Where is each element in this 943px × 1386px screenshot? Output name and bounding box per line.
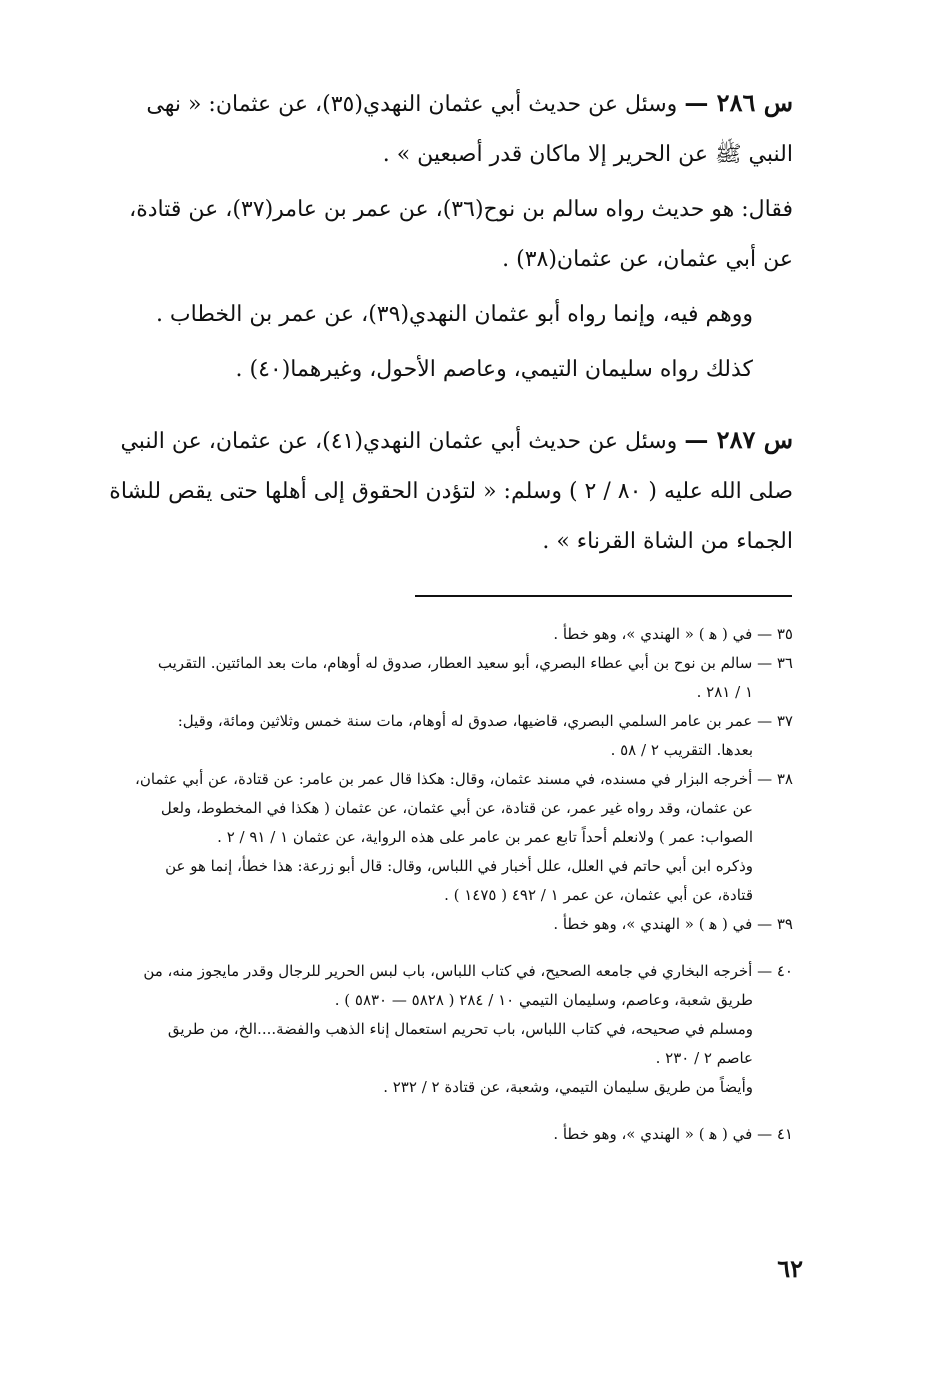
question-286-line-2: النبي ﷺ عن الحرير إلا ماكان قدر أصبعين » . <box>382 142 793 167</box>
question-287-line-1 <box>100 415 793 467</box>
footnote-39: ٣٩ — في ( ﻫ ) « الهندي »، وهو خطأ . <box>553 915 793 933</box>
answer-286 <box>100 185 793 395</box>
footnote-36-line-1: ٣٦ — سالم بن نوح بن أبي عطاء البصري، أبو سعيد العطار، صدوق له أوهام، مات بعد المائتين. التقريب <box>157 654 793 672</box>
footnote-35: ٣٥ — في ( ﻫ ) « الهندي »، وهو خطأ . <box>553 625 793 643</box>
question-287-text-1: وسئل عن حديث أبي عثمان النهدي(٤١)، عن عثمان، عن النبي <box>120 429 678 454</box>
footnote-40-line-2: طريق شعبة، وعاصم، وسليمان التيمي ١٠ / ٢٨٤ ( ٥٨٢٨ — ٥٨٣٠ ) . <box>334 991 753 1009</box>
footnote-38-line-4: وذكره ابن أبي حاتم في العلل، علل أخبار في اللباس، وقال: قال أبو زرعة: هذا خطأ، إنما هو عن <box>165 857 753 875</box>
footnote-40-line-4: عاصم ٢ / ٢٣٠ . <box>655 1049 753 1067</box>
footnote-36-line-2: ١ / ٢٨١ . <box>696 683 753 701</box>
footnote-40-line-5: وأيضاً من طريق سليمان التيمي، وشعبة، عن قتادة ٢ / ٢٣٢ . <box>383 1078 753 1096</box>
footnote-38-line-1: ٣٨ — أخرجه البزار في مسنده، في مسند عثمان، وقال: هكذا قال عمر بن عامر: عن قتادة، عن أبي عثمان، <box>135 770 793 788</box>
page-number: ٦٢ <box>777 1254 803 1283</box>
question-286-line-1 <box>100 78 793 130</box>
question-287-line-2: صلى الله عليه ( ٨٠ / ٢ ) وسلم: « لتؤدن الحقوق إلى أهلها حتى يقص للشاة <box>109 479 793 504</box>
footnote-37-line-1: ٣٧ — عمر بن عامر السلمي البصري، قاضيها، صدوق له أوهام، مات سنة خمس وثلاثين ومائة، وقيل: <box>177 712 793 730</box>
answer-line-4: كذلك رواه سليمان التيمي، وعاصم الأحول، وغيرهما(٤٠) . <box>235 357 753 382</box>
question-286-label: س ٢٨٦ — <box>684 88 793 117</box>
footnote-divider <box>415 595 792 597</box>
answer-line-2: عن أبي عثمان، عن عثمان(٣٨) . <box>502 247 793 272</box>
footnote-38-line-3: الصواب: عمر ) ولانعلم أحداً تابع عمر بن عامر على هذه الرواية، عن عثمان ١ / ٩١ / ٢ . <box>217 828 753 846</box>
question-287-label: س ٢٨٧ — <box>684 425 793 454</box>
question-287 <box>100 415 793 567</box>
answer-line-1: فقال: هو حديث رواه سالم بن نوح(٣٦)، عن عمر بن عامر(٣٧)، عن قتادة، <box>129 197 793 222</box>
footnote-38-line-5: قتادة، عن أبي عثمان، عن عمر ١ / ٤٩٢ ( ١٤٧٥ ) . <box>444 886 753 904</box>
answer-line-3: ووهم فيه، وإنما رواه أبو عثمان النهدي(٣٩)، عن عمر بن الخطاب . <box>155 302 753 327</box>
footnote-38-line-2: عن عثمان، وقد رواه غير عمر، عن قتادة، عن أبي عثمان، عن عثمان ( هكذا في المخطوط، ولعل <box>160 799 753 817</box>
main-text <box>100 78 793 567</box>
footnote-40-line-3: ومسلم في صحيحه، في كتاب اللباس، باب تحريم استعمال إناء الذهب والفضة....الخ، من طريق <box>167 1020 753 1038</box>
footnotes <box>105 620 793 1149</box>
question-287-line-3: الجماء من الشاة القرناء » . <box>542 529 793 554</box>
question-286-text-1: وسئل عن حديث أبي عثمان النهدي(٣٥)، عن عثمان: « نهى <box>146 92 678 117</box>
footnote-41: ٤١ — في ( ﻫ ) « الهندي »، وهو خطأ . <box>553 1125 793 1143</box>
question-286 <box>100 78 793 180</box>
footnote-40-line-1: ٤٠ — أخرجه البخاري في جامعه الصحيح، في كتاب اللباس، باب لبس الحرير للرجال وقدر مايجوز منه، من <box>143 962 793 980</box>
footnote-37-line-2: بعدها. التقريب ٢ / ٥٨ . <box>610 741 753 759</box>
